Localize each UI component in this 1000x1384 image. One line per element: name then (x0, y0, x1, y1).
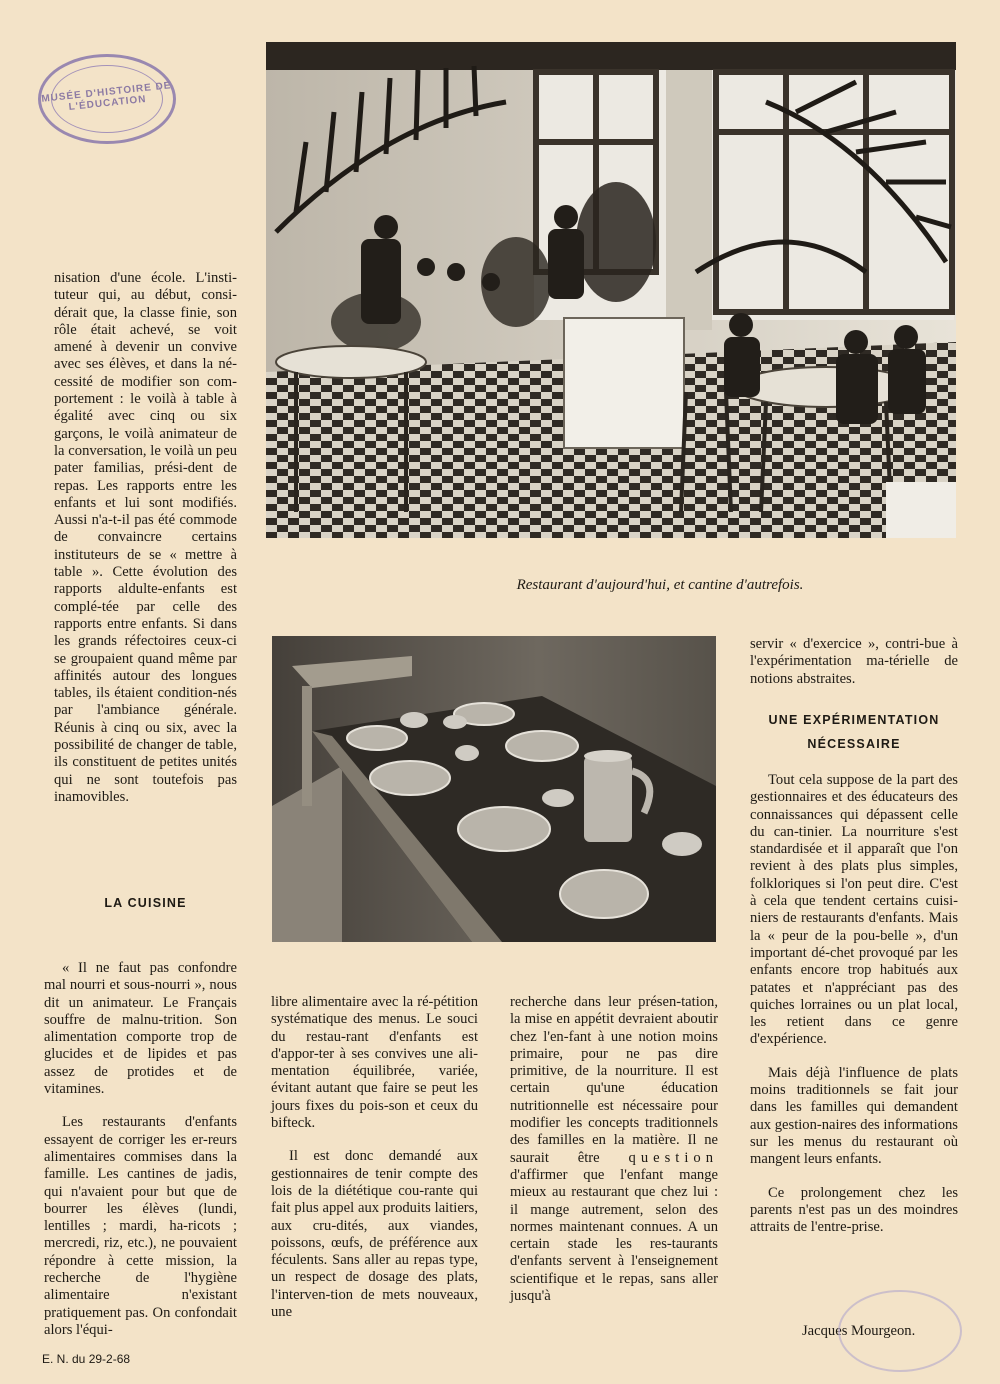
paragraph-part-2: d'affirmer que l'enfant mange mieux au restaurant que chez lui : il mange autrement, selon des normes maintenant connues. A un certain stade les res-taurants d'enfants servent à l'enseignement scientifique et le repas, sans aller jusqu'à (510, 1166, 718, 1305)
column-2 (271, 994, 478, 1321)
paragraph: nisation d'une école. L'insti-tuteur qui, au début, consi-dérait que, la classe finie, son rôle était achevé, se voit amené à devenir un convive avec ses élèves, et dans la né-cessité de modifier son com-portement : le voilà à table à égalité avec cinq ou six garçons, le voilà animateur de la conversation, le voilà un peu pater familias, prési-dent de repas. Les rapports entre les enfants et lui sont modifiés. Aussi n'a-t-il pas été commode de convaincre certains instituteurs de se « mettre à table ». Cette évolution des rapports aldulte-enfants est complé-tée par celle des rapports entre enfants. Si dans les grands réfectoires ceux-ci se groupaient quand même par affinités autour des longues tables, ils étaient condition-nés par l'ambiance générale. Réunis à cinq ou six, avec la possibilité de changer de table, ils constituent de petites unités qui ne sont toutefois pas inamovibles. (54, 270, 237, 805)
museum-stamp (38, 54, 176, 144)
paragraph: Ce prolongement chez les parents n'est pas un des moindres attraits de l'entre-prise. (750, 1184, 958, 1236)
spaced-word: question (628, 1149, 718, 1166)
column-3 (510, 994, 718, 1305)
author-signature: Jacques Mourgeon. (802, 1323, 916, 1339)
museum-stamp-text: MUSÉE D'HISTOIRE DE L'ÉDUCATION (40, 80, 172, 114)
paragraph: Les restaurants d'enfants essayent de corriger les er-reurs alimentaires commises dans la famille. Les cantines de jadis, qui n'avaient pour but que de bourrer les élèves (lundi, lentilles ; mardi, ha-ricots ; mercredi, riz, etc.), ne pouvaient répondre à cette mission, la recherche de l'hygiène alimentaire n'existant pratiquement pas. On confondait alors l'équi- (44, 1114, 237, 1338)
paragraph: Mais déjà l'influence de plats moins traditionnels se fait jour dans les familles qui demandent aux gestion-naires des informations sur les menus du restaurant où mangent leurs enfants. (750, 1064, 958, 1168)
heading-line-2: NÉCESSAIRE (807, 737, 901, 751)
heading-line-1: UNE EXPÉRIMENTATION (768, 713, 940, 727)
paragraph: « Il ne faut pas confondre mal nourri et sous-nourri », nous dit un animateur. Le Français souffre de malnu-trition. Son alimentation comporte trop de glucides et de lipides et pas assez de protides et de vitamines. (44, 960, 237, 1098)
paragraph: libre alimentaire avec la ré-pétition systématique des menus. Le souci du restau-rant d'enfants est d'appor-ter à ses convives une ali-mentation équilibrée, variée, évitant autant que faire se peut les jours fixes du pois-son et ceux du bifteck. (271, 994, 478, 1132)
column-1-bottom (44, 960, 237, 1339)
heading-experimentation (750, 708, 958, 756)
cantine-photo-illustration (272, 636, 716, 942)
issue-footer: E. N. du 29-2-68 (42, 1352, 131, 1366)
column-1-top (54, 270, 237, 806)
paragraph: Tout cela suppose de la part des gestionnaires et des éducateurs des connaissances qui dépassent celle du can-tinier. La nourriture s'est standardisée et il apparaît que l'on revient à des plats plus simples, folkloriques si l'on peut dire. C'est à cela que tendent certains cuisi-niers de restaurants d'enfants. Mais la « peur de la pou-belle », d'un important dé-chet provoqué par les enfants encore trop habitués aux patates et n'appréciant pas des quiches lorraines ou un plat local, les retient dans ce genre d'expérience. (750, 772, 958, 1048)
heading-la-cuisine: LA CUISINE (104, 896, 187, 910)
paragraph-part-1: recherche dans leur présen-tation, la mise en appétit devraient aboutir chez l'en-fant à une notion moins primaire, pour ne pas dire primitive, de la nourriture. Il est certain qu'une éducation nutritionnelle est nécessaire pour modifier les concepts traditionnels des familles en la matière. Il ne saurait être (510, 994, 718, 1166)
paragraph: servir « d'exercice », contri-bue à l'expérimentation ma-térielle de notions abstraites. (750, 636, 958, 687)
photo-caption: Restaurant d'aujourd'hui, et cantine d'autrefois. (516, 577, 804, 593)
museum-stamp-faint (838, 1290, 962, 1372)
restaurant-photo-illustration (266, 42, 956, 538)
restaurant-photo (266, 42, 956, 538)
paragraph: Il est donc demandé aux gestionnaires de tenir compte des lois de la diététique cou-rante qui fait plus appel aux produits laitiers, aux cru-dités, aux viandes, poissons, œufs, de préférence aux féculents. Sans aller au repas type, un respect de dosage des plats, l'interven-tion de mets nouveaux, une (271, 1148, 478, 1321)
paragraph (510, 994, 718, 1305)
column-4-top (750, 636, 958, 688)
column-4-bottom (750, 772, 958, 1236)
cantine-photo (272, 636, 716, 942)
